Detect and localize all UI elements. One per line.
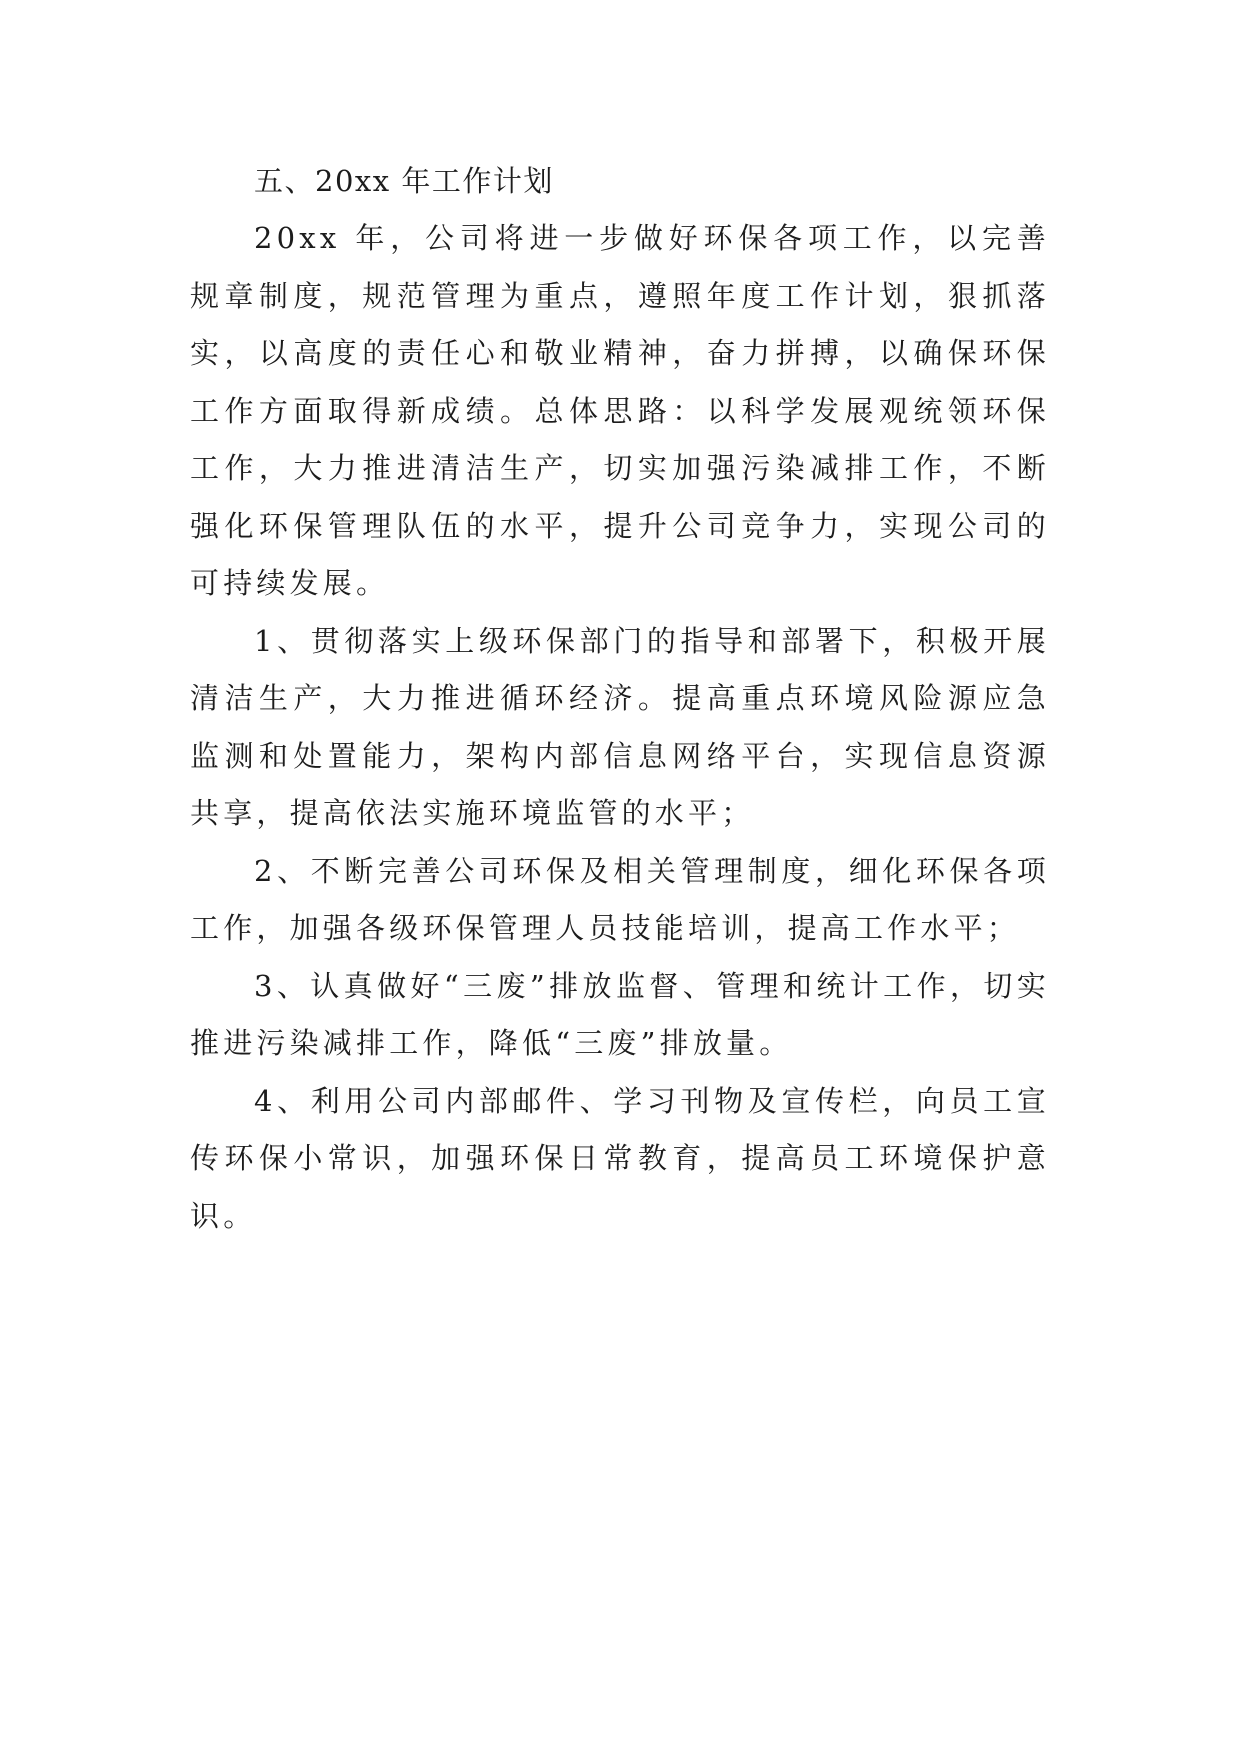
section-heading: 五、20xx 年工作计划	[254, 164, 554, 198]
paragraph-item-3: 3、认真做好“三废”排放监督、管理和统计工作，切实推进污染减排工作，降低“三废”排放量。	[190, 968, 1050, 1060]
paragraph-overview: 20xx 年，公司将进一步做好环保各项工作，以完善规章制度，规范管理为重点，遵照年度工作计划，狠抓落实，以高度的责任心和敬业精神，奋力拼搏，以确保环保工作方面取得新成绩。总体思路：以科学发展观统领环保工作，大力推进清洁生产，切实加强污染减排工作，不断强化环保管理队伍的水平，提升公司竞争力，实现公司的可持续发展。	[190, 221, 1050, 600]
paragraph-item-4: 4、利用公司内部邮件、学习刊物及宣传栏，向员工宣传环保小常识，加强环保日常教育，提高员工环境保护意识。	[190, 1083, 1050, 1233]
paragraph-item-1: 1、贯彻落实上级环保部门的指导和部署下，积极开展清洁生产，大力推进循环经济。提高重点环境风险源应急监测和处置能力，架构内部信息网络平台，实现信息资源共享，提高依法实施环境监管的水平；	[190, 623, 1050, 830]
document-body	[190, 152, 1050, 1245]
paragraph-item-2: 2、不断完善公司环保及相关管理制度，细化环保各项工作，加强各级环保管理人员技能培训，提高工作水平；	[190, 853, 1050, 945]
